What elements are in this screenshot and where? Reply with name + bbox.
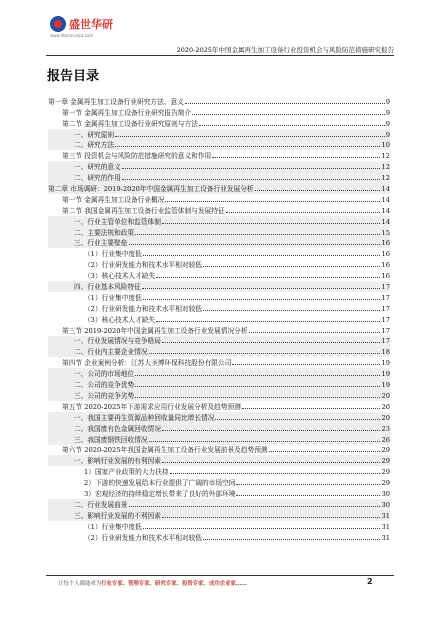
toc-entry-page: 17 <box>381 315 390 324</box>
toc-entry-page: 17 <box>381 293 390 302</box>
toc-entry[interactable] <box>48 216 390 227</box>
toc-entry-label: 一、研究的意义 <box>74 163 121 172</box>
toc-leader-dots <box>135 234 380 235</box>
toc-entry[interactable] <box>48 390 390 401</box>
toc-entry[interactable] <box>48 532 390 543</box>
toc-entry-label: 第二节 我国金属再生加工设备行业监管体制与发展特征 <box>62 206 225 215</box>
footer-slogan-lead: 让每个人都能成为 <box>58 581 102 587</box>
toc-entry-label: 1）国家产业政策的大力扶持 <box>84 468 169 477</box>
toc-entry-page: 20 <box>381 413 390 422</box>
toc-leader-dots <box>162 517 381 518</box>
toc-entry[interactable] <box>48 455 390 466</box>
toc-entry-label: 二、公司的竞争优势 <box>74 381 135 390</box>
toc-entry-page: 31 <box>381 511 390 520</box>
toc-entry[interactable] <box>48 357 390 368</box>
toc-entry-label: 二、研究方法 <box>74 141 115 150</box>
toc-entry-label: 第一节 金属再生加工设备行业概况 <box>62 195 165 204</box>
toc-entry-label: 一、我国主要再生资源品种回收量同比增长情况 <box>74 413 215 422</box>
toc-entry-page: 9 <box>385 119 390 128</box>
toc-entry[interactable] <box>48 194 390 205</box>
toc-entry-label: 二、行业发展前景 <box>74 500 128 509</box>
toc-leader-dots <box>122 179 381 180</box>
toc-entry[interactable] <box>48 96 390 107</box>
toc-leader-dots <box>203 266 381 267</box>
toc-leader-dots <box>162 462 381 463</box>
toc-entry-page: 14 <box>381 206 390 215</box>
toc-entry[interactable] <box>48 445 390 456</box>
toc-entry-page: 9 <box>385 108 390 117</box>
toc-leader-dots <box>143 255 381 256</box>
toc-entry-label: （3）核心技术人才缺失 <box>84 315 156 324</box>
toc-entry[interactable] <box>48 346 390 357</box>
toc-entry-page: 29 <box>381 479 390 488</box>
toc-entry[interactable] <box>48 379 390 390</box>
toc-entry-page: 26 <box>381 435 390 444</box>
toc-leader-dots <box>115 136 385 137</box>
toc-entry-page: 17 <box>381 326 390 335</box>
toc-entry-page: 16 <box>381 261 390 270</box>
toc-entry-page: 12 <box>381 152 390 161</box>
toc-leader-dots <box>192 114 385 115</box>
toc-entry-label: 一、公司的市场地位 <box>74 370 135 379</box>
toc-entry-label: （2）行业研发能力和技术水平相对较低 <box>84 533 202 542</box>
toc-entry-label: 第一节 金属再生加工设备行业研究报告简介 <box>62 108 192 117</box>
toc-leader-dots <box>236 495 380 496</box>
toc-leader-dots <box>135 375 380 376</box>
table-of-contents <box>48 96 390 543</box>
toc-leader-dots <box>129 244 381 245</box>
toc-entry[interactable] <box>48 205 390 216</box>
toc-entry-label: 第二章 市场调研：2019-2020年中国金属再生加工设备行业发展分析 <box>48 185 254 194</box>
toc-entry-page: 29 <box>381 446 390 455</box>
toc-entry-label: （1）行业集中度低 <box>84 293 142 302</box>
toc-entry-label: 第四节 企业案例分析：江苏大圣博环保科技股份有限公司 <box>62 359 232 368</box>
toc-leader-dots <box>203 539 381 540</box>
toc-entry-label: 三、影响行业发展的不利因素 <box>74 511 161 520</box>
toc-entry-label: （2）行业研发能力和技术水平相对较低 <box>84 261 202 270</box>
toc-leader-dots <box>143 299 381 300</box>
toc-leader-dots <box>249 332 381 333</box>
toc-entry[interactable] <box>48 434 390 445</box>
footer-slogan <box>58 579 247 587</box>
toc-leader-dots <box>135 386 380 387</box>
toc-entry-page: 17 <box>381 337 390 346</box>
toc-entry-label: 一、行业发展情况与竞争格局 <box>74 337 161 346</box>
page-number: 2 <box>367 577 373 586</box>
toc-entry-label: 第三节 2019-2020年中国金属再生加工设备行业发展情况分析 <box>62 326 248 335</box>
toc-entry-page: 16 <box>381 272 390 281</box>
page-header <box>0 0 440 56</box>
toc-entry[interactable] <box>48 412 390 423</box>
toc-leader-dots <box>156 321 380 322</box>
toc-entry-page: 9 <box>385 97 390 106</box>
header-divider <box>46 55 394 56</box>
toc-entry-label: 第一章 金属再生加工设备行业研究方法、意义 <box>48 97 184 106</box>
toc-leader-dots <box>232 364 380 365</box>
report-title: 2020-2025年中国金属再生加工设备行业投资机会与风险防范措施研究报告 <box>176 46 394 54</box>
logo-text: 盛世华研 <box>69 18 113 31</box>
toc-leader-dots <box>115 146 380 147</box>
toc-leader-dots <box>199 125 385 126</box>
toc-entry-page: 23 <box>381 424 390 433</box>
toc-leader-dots <box>226 212 381 213</box>
toc-leader-dots <box>122 168 381 169</box>
toc-entry[interactable] <box>48 488 390 499</box>
toc-entry[interactable] <box>48 477 390 488</box>
toc-entry[interactable] <box>48 303 390 314</box>
toc-entry[interactable] <box>48 118 390 129</box>
toc-entry-label: 三、公司的竞争劣势 <box>74 391 135 400</box>
toc-entry-label: （1）行业集中度低 <box>84 522 142 531</box>
footer-slogan-highlight: 行业专家、管理专家、研究专家、投资专家、成功企业家…… <box>101 581 247 587</box>
toc-entry[interactable] <box>48 129 390 140</box>
toc-entry-page: 31 <box>381 533 390 542</box>
toc-entry[interactable] <box>48 248 390 259</box>
toc-entry-label: 第六节 2020-2025年我国金属再生加工设备行业发展前景及趋势预测 <box>62 446 268 455</box>
toc-entry[interactable] <box>48 238 390 249</box>
toc-entry[interactable] <box>48 336 390 347</box>
toc-entry-label: 一、行业主管单位和监管体制 <box>74 217 161 226</box>
toc-leader-dots <box>269 451 381 452</box>
toc-entry-label: 第二节 金属再生加工设备行业研究原则与方法 <box>62 119 198 128</box>
toc-entry[interactable] <box>48 368 390 379</box>
toc-leader-dots <box>149 441 381 442</box>
toc-entry-label: 一、研究原则 <box>74 130 115 139</box>
toc-entry-label: （1）行业集中度低 <box>84 250 142 259</box>
toc-entry-page: 30 <box>381 489 390 498</box>
toc-entry[interactable] <box>48 140 390 151</box>
toc-entry-page: 19 <box>381 359 390 368</box>
toc-entry-label: 二、我国废有色金属回收情况 <box>74 424 161 433</box>
toc-entry-page: 9 <box>385 130 390 139</box>
toc-entry-label: 三、我国废钢铁回收情况 <box>74 435 148 444</box>
toc-entry-label: 二、主要法规和政策 <box>74 228 135 237</box>
toc-entry-page: 10 <box>381 141 390 150</box>
toc-entry-label: 一、影响行业发展的有利因素 <box>74 457 161 466</box>
toc-entry-label: 2）下游的快速发展给本行业提供了广阔的市场空间 <box>84 479 236 488</box>
toc-leader-dots <box>156 277 380 278</box>
toc-entry[interactable] <box>48 314 390 325</box>
toc-entry[interactable] <box>48 172 390 183</box>
toc-leader-dots <box>142 288 381 289</box>
toc-entry[interactable] <box>48 150 390 161</box>
logo-icon <box>50 16 66 32</box>
toc-leader-dots <box>242 408 381 409</box>
logo-url: www.shsconcept.com <box>50 33 94 38</box>
toc-entry-label: 三、行业主要壁垒 <box>74 239 128 248</box>
toc-entry[interactable] <box>48 401 390 412</box>
toc-entry-page: 19 <box>381 370 390 379</box>
toc-entry[interactable] <box>48 183 390 194</box>
toc-leader-dots <box>236 484 380 485</box>
toc-entry[interactable] <box>48 270 390 281</box>
toc-entry-page: 12 <box>381 163 390 172</box>
toc-entry-page: 16 <box>381 250 390 259</box>
toc-entry-page: 17 <box>381 304 390 313</box>
toc-entry-label: 二、研究的作用 <box>74 174 121 183</box>
toc-leader-dots <box>203 310 381 311</box>
footer-divider <box>46 575 394 576</box>
company-logo <box>50 16 113 32</box>
toc-entry[interactable] <box>48 466 390 477</box>
toc-leader-dots <box>212 157 380 158</box>
toc-entry-page: 31 <box>381 522 390 531</box>
toc-entry-page: 30 <box>381 500 390 509</box>
toc-entry-label: 第三节 投资机会与风险防范措施研究的意义和作用 <box>62 152 212 161</box>
toc-entry[interactable] <box>48 510 390 521</box>
toc-leader-dots <box>149 353 381 354</box>
toc-entry[interactable] <box>48 423 390 434</box>
toc-entry-page: 20 <box>381 391 390 400</box>
toc-entry[interactable] <box>48 325 390 336</box>
toc-entry-page: 17 <box>381 283 390 292</box>
toc-entry[interactable] <box>48 107 390 118</box>
toc-entry-label: （2）行业研发能力和技术水平相对较低 <box>84 304 202 313</box>
toc-entry-page: 14 <box>381 195 390 204</box>
toc-entry[interactable] <box>48 281 390 292</box>
toc-leader-dots <box>165 201 380 202</box>
toc-entry-label: 第五节 2020-2025年下游需求应用行业发展分析及趋势预测 <box>62 402 241 411</box>
toc-entry[interactable] <box>48 161 390 172</box>
toc-entry-page: 29 <box>381 457 390 466</box>
toc-leader-dots <box>185 103 385 104</box>
toc-entry-page: 14 <box>381 185 390 194</box>
toc-entry[interactable] <box>48 499 390 510</box>
toc-leader-dots <box>129 506 381 507</box>
toc-entry-page: 29 <box>381 468 390 477</box>
toc-leader-dots <box>162 223 381 224</box>
toc-entry-label: （3）核心技术人才缺失 <box>84 272 156 281</box>
toc-entry-page: 20 <box>381 402 390 411</box>
toc-leader-dots <box>162 430 381 431</box>
toc-entry[interactable] <box>48 292 390 303</box>
toc-entry-page: 15 <box>381 228 390 237</box>
toc-entry-label: 四、行业基本风险特征 <box>74 283 141 292</box>
page-heading: 报告目录 <box>47 69 100 84</box>
toc-entry-page: 19 <box>381 381 390 390</box>
toc-leader-dots <box>162 342 381 343</box>
toc-entry[interactable] <box>48 227 390 238</box>
toc-leader-dots <box>143 528 381 529</box>
toc-entry[interactable] <box>48 259 390 270</box>
toc-entry-label: 3）宏观经济的持续稳定增长带来了良好的外部环境 <box>84 489 236 498</box>
toc-entry-page: 14 <box>381 217 390 226</box>
toc-entry-page: 18 <box>381 348 390 357</box>
toc-leader-dots <box>135 397 380 398</box>
toc-entry-label: 二、行业内主要企业情况 <box>74 348 148 357</box>
toc-leader-dots <box>170 473 381 474</box>
toc-entry-page: 12 <box>381 174 390 183</box>
toc-entry-page: 16 <box>381 239 390 248</box>
toc-leader-dots <box>255 190 381 191</box>
toc-leader-dots <box>215 419 380 420</box>
toc-entry[interactable] <box>48 521 390 532</box>
